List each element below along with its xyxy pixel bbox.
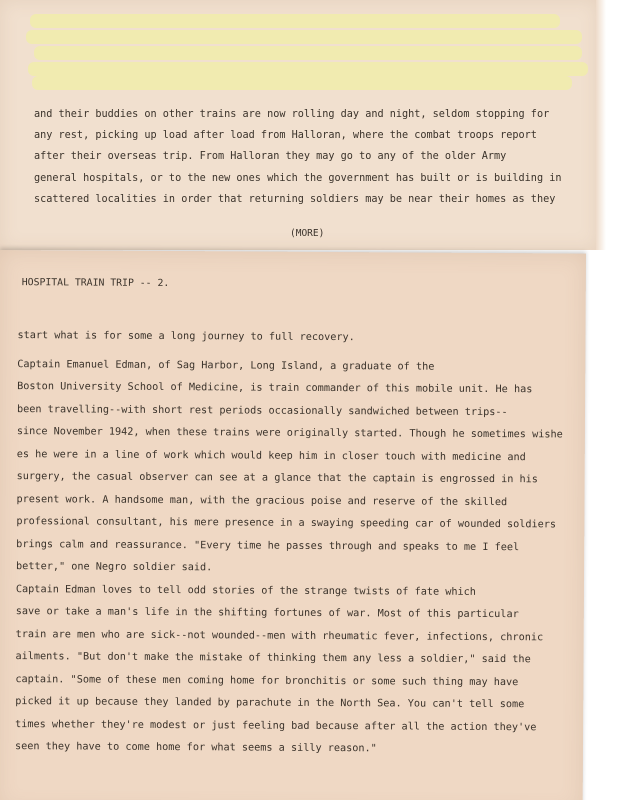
text-line: times whether they're modest or just feeling bad because after all the action they've: [15, 718, 537, 733]
text-line: save or take a man's life in the shifting fortunes of war. Most of this particular: [15, 606, 519, 621]
text-line: start what is for some a long journey to full recovery.: [17, 330, 355, 344]
text-line: surgery, the casual observer can see at a glance that the captain is engrossed in his: [16, 471, 538, 486]
text-line: seen they have to come home for what seems a silly reason.": [14, 741, 377, 755]
text-line: professional consultant, his mere presence in a swaying speeding car of wounded soldiers: [16, 516, 557, 531]
text-line: train are men who are sick--not wounded--men with rheumatic fever, infections, chronic: [15, 628, 544, 643]
text-line: Captain Edman loves to tell odd stories of the strange twists of fate which: [15, 583, 476, 598]
text-line: since November 1942, when these trains were originally started. Though he sometimes wishe: [16, 426, 563, 441]
page-one-text: [34, 104, 594, 210]
text-line: Boston University School of Medicine, is train commander of this mobile unit. He has: [17, 381, 533, 396]
redaction-bar: [28, 62, 588, 76]
page-two: [0, 250, 586, 800]
redaction-bar: [32, 76, 572, 90]
text-line: scattered localities in order that returning soldiers may be near their homes as they: [34, 193, 556, 205]
redaction-bar: [34, 46, 582, 60]
text-line: ailments. "But don't make the mistake of thinking them any less a soldier," said the: [15, 651, 531, 666]
page-header: HOSPITAL TRAIN TRIP -- 2.: [21, 277, 170, 290]
text-line: been travelling--with short rest periods occasionally sandwiched between trips--: [16, 403, 508, 418]
redaction-bar: [30, 14, 560, 28]
more-label: (MORE): [290, 228, 325, 239]
text-line: present work. A handsome man, with the gracious poise and reserve of the skilled: [16, 493, 508, 508]
text-line: after their overseas trip. From Halloran they may go to any of the older Army: [34, 151, 507, 163]
highlighted-redaction: [26, 12, 592, 92]
text-line: and their buddies on other trains are now rolling day and night, seldom stopping for: [34, 109, 550, 120]
page-two-text: [15, 325, 584, 762]
text-line: es he were in a line of work which would keep him in closer touch with medicine and: [16, 448, 526, 463]
text-line: brings calm and reassurance. "Every time he passes through and speaks to me I feel: [16, 538, 520, 553]
text-line: any rest, picking up load after load from Halloran, where the combat troops report: [34, 130, 537, 142]
redaction-bar: [26, 30, 582, 44]
text-line: general hospitals, or to the new ones which the government has built or is building in: [34, 172, 562, 184]
text-line: captain. "Some of these men coming home for bronchitis or some such thing may have: [15, 673, 519, 688]
page-one-fragment: [0, 0, 598, 250]
text-line: Captain Emanuel Edman, of Sag Harbor, Long Island, a graduate of the: [17, 358, 435, 373]
text-line: better," one Negro soldier said.: [16, 561, 213, 574]
text-line: picked it up because they landed by parachute in the North Sea. You can't tell some: [15, 696, 525, 711]
